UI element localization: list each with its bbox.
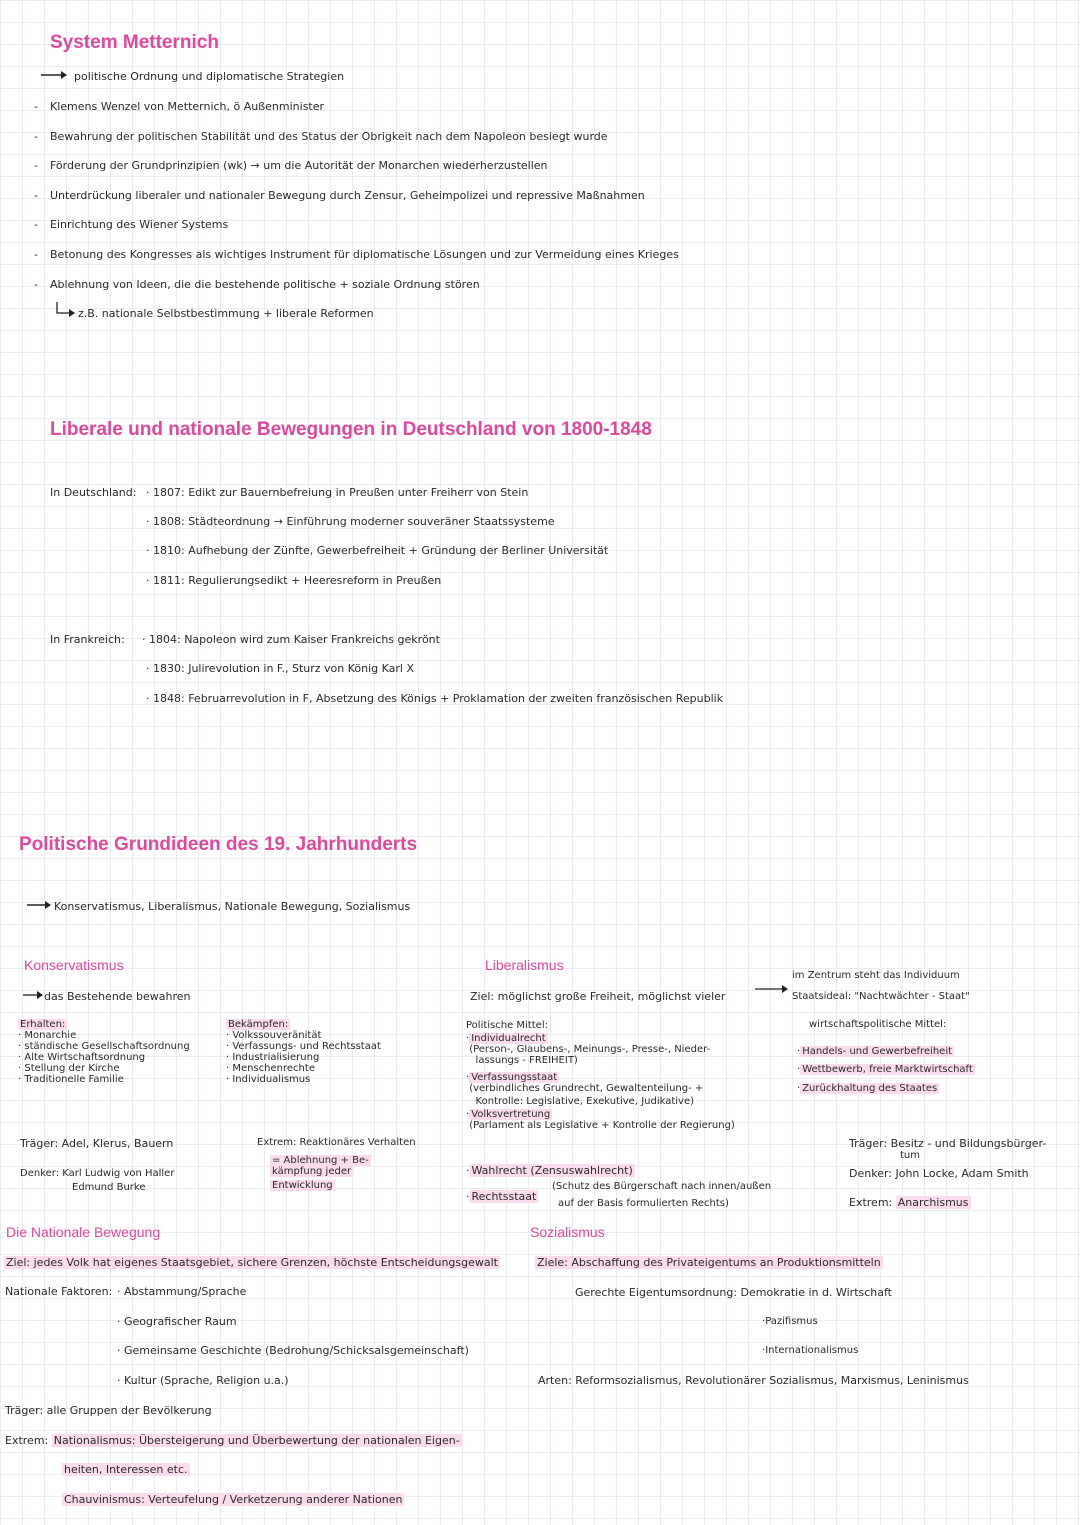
list-item: · Monarchie — [18, 1030, 77, 1041]
metternich-title: System Metternich — [50, 32, 219, 53]
liberalismus-staatsideal: Staatsideal: "Nachtwächter - Staat" — [792, 991, 970, 1002]
bekaempfen-label: Bekämpfen: — [228, 1019, 289, 1030]
bullet-dash: - — [34, 189, 38, 202]
timeline-event: · 1810: Aufhebung der Zünfte, Gewerbefreiheit + Gründung der Berliner Universität — [146, 544, 609, 557]
grundideen-title: Politische Grundideen des 19. Jahrhunderts — [19, 834, 418, 855]
timeline-event: · 1848: Februarrevolution in F, Absetzung des Königs + Proklamation der zweiten französischen Republik — [146, 692, 724, 705]
konservatismus-denker: Edmund Burke — [72, 1182, 146, 1193]
wirtschaft-item: · Handels- und Gewerbefreiheit — [797, 1046, 953, 1057]
bullet-dash: - — [34, 130, 38, 143]
sozialismus-punkt: ·Internationalismus — [762, 1345, 859, 1356]
list-item: · Industrialisierung — [226, 1052, 320, 1063]
metternich-item: Förderung der Grundprinzipien (wk) → um die Autorität der Monarchen wiederherzustellen — [50, 159, 548, 172]
timeline-event: · 1830: Julirevolution in F., Sturz von König Karl X — [146, 662, 415, 675]
national-faktor: · Kultur (Sprache, Religion u.a.) — [117, 1374, 289, 1387]
metternich-item: Klemens Wenzel von Metternich, ö Außenminister — [50, 100, 325, 113]
timeline-event: · 1804: Napoleon wird zum Kaiser Frankreichs gekrönt — [142, 633, 440, 646]
liberalismus-zentrum: im Zentrum steht das Individuum — [792, 970, 960, 981]
fr-label: In Frankreich: — [50, 633, 125, 646]
national-title: Die Nationale Bewegung — [6, 1224, 161, 1240]
national-ziel: Ziel: jedes Volk hat eigenes Staatsgebiet, sichere Grenzen, höchste Entscheidungsgewalt — [6, 1256, 498, 1269]
liberalismus-title: Liberalismus — [485, 957, 564, 973]
timeline-event: · 1808: Städteordnung → Einführung moderner souveräner Staatssysteme — [146, 515, 555, 528]
list-item: · Individualismus — [226, 1074, 311, 1085]
national-faktor: · Geografischer Raum — [117, 1315, 237, 1328]
bullet-dash: - — [34, 159, 38, 172]
timeline-event: · 1807: Edikt zur Bauernbefreiung in Preußen unter Freiherr von Stein — [146, 486, 529, 499]
mittel-label: Politische Mittel: — [466, 1020, 548, 1031]
list-item: · Verfassungs- und Rechtsstaat — [226, 1041, 381, 1052]
hook-arrow-icon — [55, 302, 77, 318]
rechtsstaat-note: (Schutz des Bürgerschaft nach innen/außen — [552, 1181, 772, 1192]
bewegungen-title: Liberale und nationale Bewegungen in Deutschland von 1800-1848 — [50, 419, 652, 440]
liberalismus-ziel: Ziel: möglichst große Freiheit, möglichst vieler — [470, 990, 726, 1003]
erhalten-block — [18, 1019, 190, 1085]
national-extrem: heiten, Interessen etc. — [64, 1463, 188, 1476]
national-chauvinismus: Chauvinismus: Verteufelung / Verketzerung anderer Nationen — [64, 1493, 403, 1506]
erhalten-label: Erhalten: — [20, 1019, 66, 1030]
metternich-item: Unterdrückung liberaler und nationaler Bewegung durch Zensur, Geheimpolizei und repressive Maßnahmen — [50, 189, 645, 202]
liberalismus-traeger: tum — [900, 1150, 920, 1161]
arrow-right-icon — [22, 990, 44, 1000]
sozialismus-ziele: Ziele: Abschaffung des Privateigentums an Produktionsmitteln — [537, 1256, 881, 1269]
rechtsstaat-note: auf der Basis formulierten Rechts) — [558, 1198, 729, 1209]
bullet-dash: - — [34, 100, 38, 113]
national-faktor: · Abstammung/Sprache — [117, 1285, 247, 1298]
politische-mittel: Politische Mittel: · Individualrecht (Person-, Glaubens-, Meinungs-, Presse-, Nieder- lassungs - FREIHEIT) · Verfassungsstaat (verbindliches Grundrecht, Gewaltenteilung- + Kontrolle: Legislative, Exekutive, Judikative) · Volksvertretung (Parlament als Legislative + Kontrolle der Regierung) — [466, 1020, 735, 1131]
bullet-dash: - — [34, 218, 38, 231]
list-item: · ständische Gesellschaftsordnung — [18, 1041, 190, 1052]
metternich-subtitle: politische Ordnung und diplomatische Strategien — [74, 70, 345, 83]
sozialismus-arten: Arten: Reformsozialismus, Revolutionärer Sozialismus, Marxismus, Leninismus — [538, 1374, 969, 1387]
metternich-item: Einrichtung des Wiener Systems — [50, 218, 229, 231]
sozialismus-ordnung: Gerechte Eigentumsordnung: Demokratie in d. Wirtschaft — [575, 1286, 892, 1299]
metternich-item: Betonung des Kongresses als wichtiges Instrument für diplomatische Lösungen und zur Vermeidung eines Krieges — [50, 248, 679, 261]
timeline-event: · 1811: Regulierungsedikt + Heeresreform in Preußen — [146, 574, 442, 587]
bullet-dash: - — [34, 248, 38, 261]
konservatismus-denker: Denker: Karl Ludwig von Haller — [20, 1168, 175, 1179]
extrem-block: = Ablehnung + Be- kämpfung jeder Entwicklung — [272, 1155, 369, 1191]
arrow-right-icon — [26, 900, 52, 910]
list-item: · Alte Wirtschaftsordnung — [18, 1052, 146, 1063]
konservatismus-ziel: das Bestehende bewahren — [44, 990, 191, 1003]
national-extrem: Extrem: Nationalismus: Übersteigerung und Überbewertung der nationalen Eigen- — [5, 1434, 460, 1447]
wirtschaft-item: · Wettbewerb, freie Marktwirtschaft — [797, 1064, 973, 1075]
list-item: · Volkssouveränität — [226, 1030, 322, 1041]
metternich-example: z.B. nationale Selbstbestimmung + liberale Reformen — [78, 307, 374, 320]
metternich-item: Ablehnung von Ideen, die die bestehende politische + soziale Ordnung stören — [50, 278, 480, 291]
list-item: · Menschenrechte — [226, 1063, 315, 1074]
liberalismus-extrem: Extrem: Anarchismus — [849, 1196, 969, 1209]
sozialismus-title: Sozialismus — [530, 1224, 605, 1240]
de-label: In Deutschland: — [50, 486, 137, 499]
bekaempfen-block — [226, 1019, 381, 1085]
konservatismus-traeger: Träger: Adel, Klerus, Bauern — [20, 1137, 174, 1150]
wahlrecht: · Wahlrecht (Zensuswahlrecht) — [466, 1164, 633, 1177]
grundideen-subtitle: Konservatismus, Liberalismus, Nationale Bewegung, Sozialismus — [54, 900, 411, 913]
national-faktor: · Gemeinsame Geschichte (Bedrohung/Schicksalsgemeinschaft) — [117, 1344, 469, 1357]
liberalismus-denker: Denker: John Locke, Adam Smith — [849, 1167, 1029, 1180]
konservatismus-extrem: Extrem: Reaktionäres Verhalten — [257, 1137, 416, 1148]
liberalismus-traeger: Träger: Besitz - und Bildungsbürger- — [849, 1137, 1047, 1150]
sozialismus-punkt: ·Pazifismus — [762, 1316, 818, 1327]
wirtschaft-item: · Zurückhaltung des Staates — [797, 1083, 938, 1094]
national-faktoren-label: Nationale Faktoren: — [5, 1285, 113, 1298]
list-item: · Traditionelle Familie — [18, 1074, 124, 1085]
konservatismus-title: Konservatismus — [24, 957, 124, 973]
arrow-right-icon — [754, 984, 790, 994]
wirtschaft-label: wirtschaftspolitische Mittel: — [809, 1019, 947, 1030]
metternich-item: Bewahrung der politischen Stabilität und des Status der Obrigkeit nach dem Napoleon besiegt wurde — [50, 130, 608, 143]
arrow-right-icon — [40, 70, 68, 80]
national-traeger: Träger: alle Gruppen der Bevölkerung — [5, 1404, 212, 1417]
list-item: · Stellung der Kirche — [18, 1063, 120, 1074]
rechtsstaat: · Rechtsstaat — [466, 1190, 537, 1203]
bullet-dash: - — [34, 278, 38, 291]
